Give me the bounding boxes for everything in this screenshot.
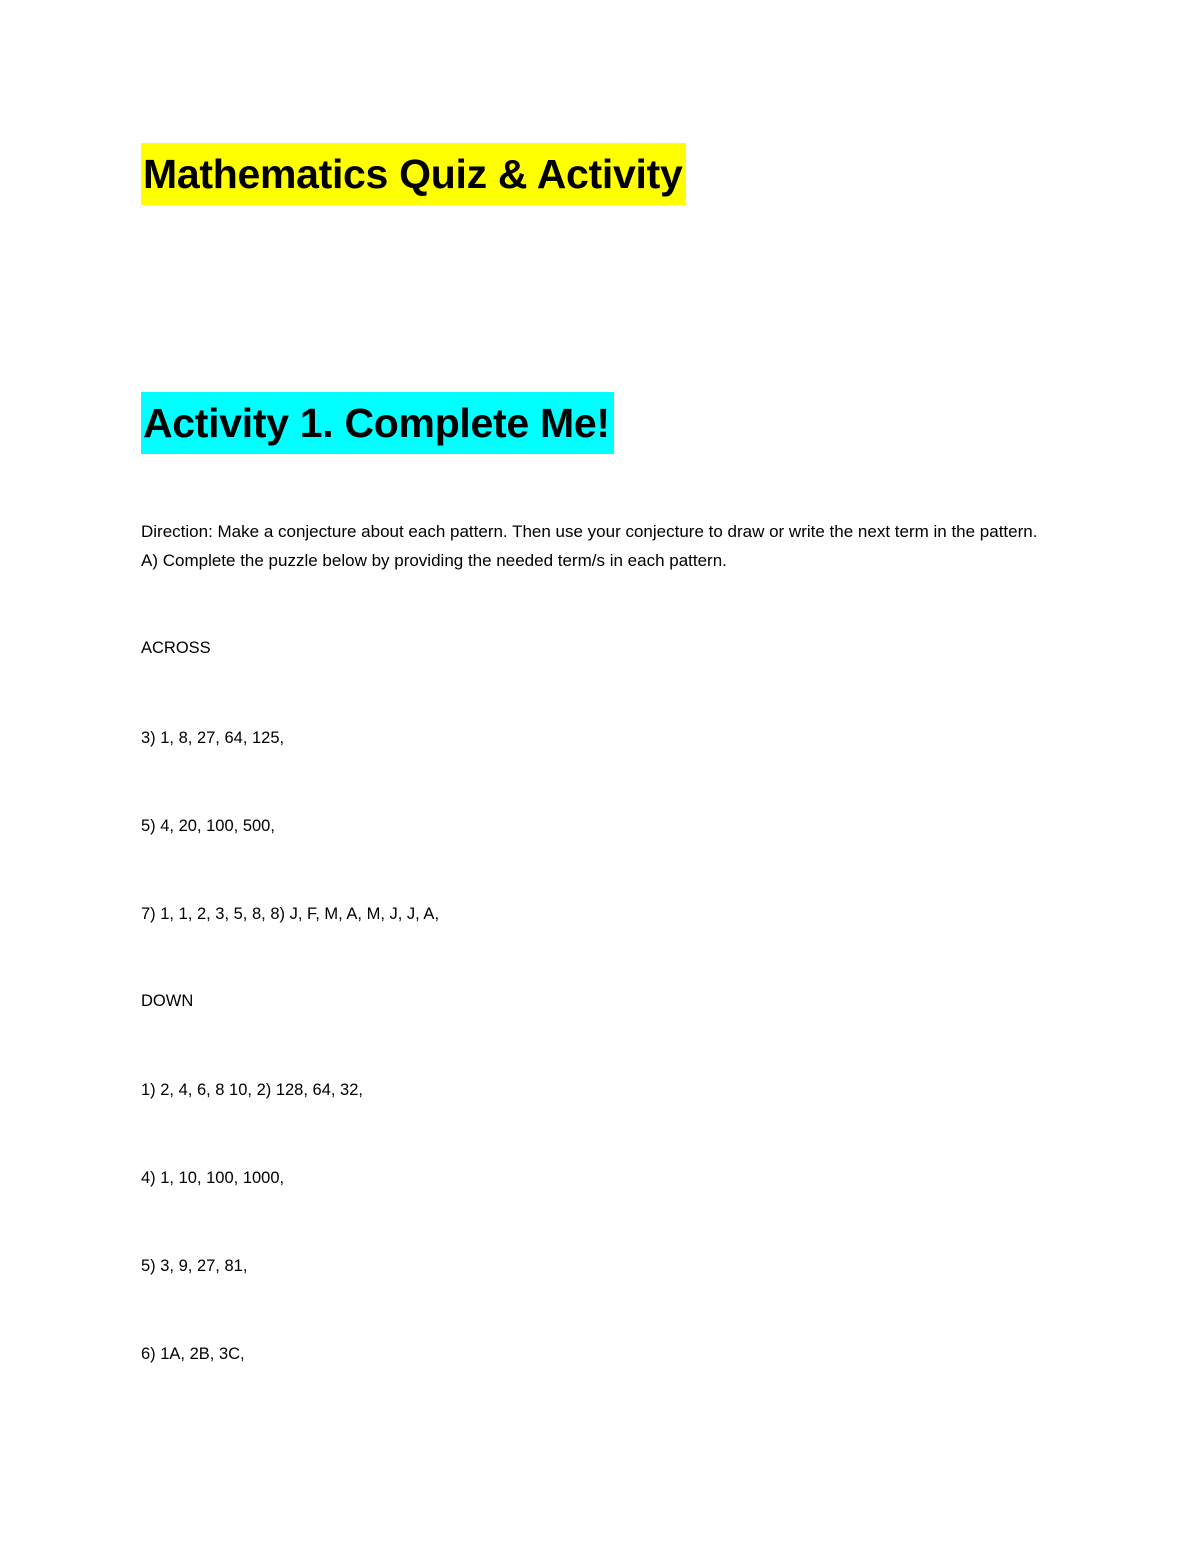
across-label: ACROSS bbox=[141, 639, 211, 657]
down-item-4: 4) 1, 10, 100, 1000, bbox=[141, 1169, 285, 1187]
activity-heading: Activity 1. Complete Me! bbox=[141, 392, 614, 454]
across-item-5: 5) 4, 20, 100, 500, bbox=[141, 817, 275, 835]
down-item-1-2: 1) 2, 4, 6, 8 10, 2) 128, 64, 32, bbox=[141, 1081, 363, 1099]
down-item-6: 6) 1A, 2B, 3C, bbox=[141, 1345, 245, 1363]
direction-paragraph: Direction: Make a conjecture about each pattern. Then use your conjecture to draw or write the next term in the pattern. A) Complete the puzzle below by providing the needed term/s in each pattern. bbox=[141, 522, 1038, 570]
across-item-3: 3) 1, 8, 27, 64, 125, bbox=[141, 729, 285, 747]
down-item-5: 5) 3, 9, 27, 81, bbox=[141, 1257, 248, 1275]
down-label: DOWN bbox=[141, 992, 194, 1010]
document-title: Mathematics Quiz & Activity bbox=[141, 143, 686, 205]
across-item-7-8: 7) 1, 1, 2, 3, 5, 8, 8) J, F, M, A, M, J, J, A, bbox=[141, 905, 440, 923]
